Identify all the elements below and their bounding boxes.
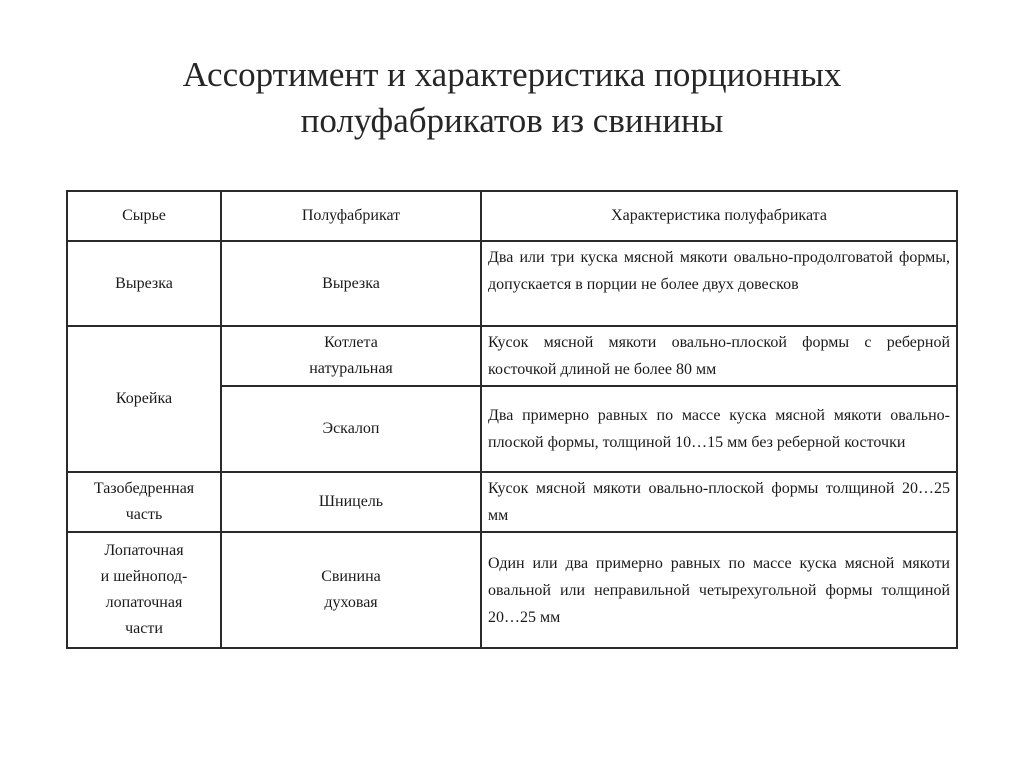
cell-description: Кусок мясной мякоти овально-плоской формы с реберной косточкой длиной не более 80 мм: [481, 326, 957, 386]
header-product: Полуфабрикат: [221, 191, 481, 241]
cell-raw: Вырезка: [67, 241, 221, 326]
header-description: Характеристика полуфабриката: [481, 191, 957, 241]
cell-raw: Лопаточная и шейнопод- лопаточная части: [67, 532, 221, 648]
table-row: [67, 241, 957, 326]
cell-product: Вырезка: [221, 241, 481, 326]
cell-description: Один или два примерно равных по массе куска мясной мякоти овальной или неправильной четырехугольной формы толщиной 20…25 мм: [481, 532, 957, 648]
page-title: [0, 52, 1024, 144]
cell-description: Два примерно равных по массе куска мясной мякоти овально-плоской формы, толщиной 10…15 мм без реберной косточки: [481, 386, 957, 472]
cell-product: Эскалоп: [221, 386, 481, 472]
cell-raw: Корейка: [67, 326, 221, 472]
table-header-row: [67, 191, 957, 241]
page-title-line-1: Ассортимент и характеристика порционных: [182, 55, 842, 94]
cell-product: Шницель: [221, 472, 481, 532]
cell-product: Котлета натуральная: [221, 326, 481, 386]
table-row: [67, 472, 957, 532]
cell-product: Свинина духовая: [221, 532, 481, 648]
assortment-table: [66, 190, 958, 649]
header-raw: Сырье: [67, 191, 221, 241]
cell-description: Кусок мясной мякоти овально-плоской формы толщиной 20…25 мм: [481, 472, 957, 532]
cell-description: Два или три куска мясной мякоти овально-продолговатой формы, допускается в порции не более двух довесков: [481, 241, 957, 326]
table-row: [67, 326, 957, 386]
page-title-line-2: полуфабрикатов из свинины: [300, 101, 724, 140]
table-row: [67, 532, 957, 648]
cell-raw: Тазобедренная часть: [67, 472, 221, 532]
